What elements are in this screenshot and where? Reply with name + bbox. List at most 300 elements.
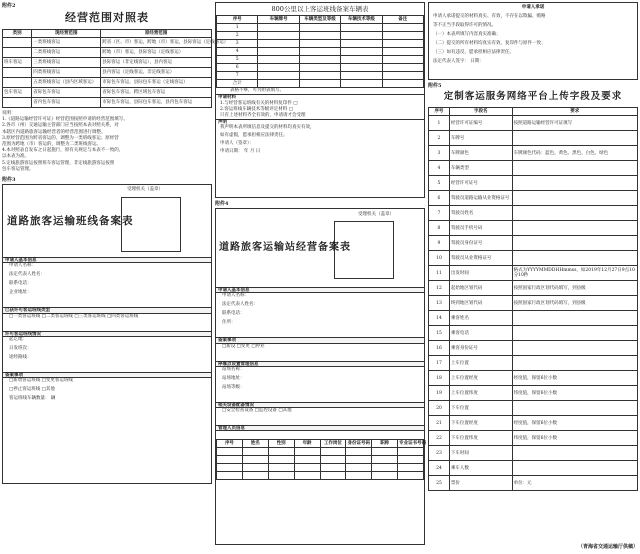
table-row (429, 116, 638, 131)
note-line: 本辖区内道路旅客运输经营者的经营范围进行调整。 (2, 129, 106, 135)
attachment-2-title: 经营范围对照表 (65, 11, 149, 25)
upload-fields-table (428, 107, 638, 491)
table-cell (294, 448, 320, 456)
table-row (429, 311, 638, 326)
table-row (429, 206, 638, 221)
row-number: 16 (429, 341, 450, 356)
row-number: 18 (429, 371, 450, 386)
table-header-cell: 车辆牌号 (258, 16, 299, 24)
table-cell (382, 40, 423, 48)
table-cell (320, 448, 346, 456)
table-cell-old: 跨地（市）客运，县际客运（定线客运） (101, 48, 212, 58)
section-head: 已获许可客运班线类型 (3, 307, 211, 313)
table-row (429, 386, 638, 401)
field-requirement: 按照道路运输经营许可证填写 (512, 116, 637, 131)
row-number: 8 (429, 221, 450, 236)
table-cell (268, 456, 294, 464)
note-line: 3.原经营范围为跨省客运的，调整为一类班线客运；原经营 (2, 135, 119, 141)
table-row (3, 68, 212, 78)
field-name: 上车位置 (449, 356, 512, 371)
table-cell (242, 448, 268, 456)
note-line: 4.本对照表自发布之日起施行，原有关规定与本表不一致的， (2, 148, 124, 154)
section-head: 申请人基本信息 (216, 287, 424, 293)
row-number: 17 (429, 356, 450, 371)
row-number: 3 (217, 40, 258, 48)
table-cell-old: 县际客运（非定线客运），县内客运 (101, 58, 212, 68)
table-row (429, 131, 638, 146)
row-number: 4 (217, 48, 258, 56)
table-header-row (3, 30, 212, 38)
staff-table (216, 439, 427, 480)
source-note: （青海省交通运输厅供稿） (577, 543, 638, 550)
table-cell (341, 72, 382, 80)
table-row (429, 416, 638, 431)
table-cell (398, 456, 424, 464)
table-row (429, 356, 638, 371)
table-cell (268, 472, 294, 480)
table-header-cell: 类别 (3, 30, 32, 38)
row-number: 5 (429, 176, 450, 191)
table-cell-cat (3, 68, 32, 78)
note-line: 以本表为准。 (2, 154, 29, 160)
table-row (429, 446, 638, 461)
field-requirement (512, 461, 637, 476)
table-row (429, 401, 638, 416)
note-line: 5.定线旅游客运按照班车客运管理，非定线旅游客运按照 (2, 160, 115, 166)
row-number: 3 (429, 146, 450, 161)
section-head: 相关设备配备情况 (216, 402, 424, 408)
attachment-3-label: 附件3 (2, 176, 16, 183)
table-row (217, 64, 424, 72)
table-cell (382, 64, 423, 72)
field-requirement (512, 311, 637, 326)
table-row (217, 56, 424, 64)
table-cell (372, 472, 398, 480)
field-name: 经营许可证号 (449, 176, 512, 191)
note-line: 范围为跨地（市）客运的，调整为二类班线客运。 (2, 141, 101, 147)
table-cell (258, 72, 299, 80)
commitment-line: 法定代表人签字： 日期： (433, 59, 484, 64)
field-requirement (512, 221, 637, 236)
section-line: 站场地址： (222, 375, 245, 381)
commitment-line: 申请人承诺 (521, 5, 545, 10)
row-number: 7 (429, 206, 450, 221)
scope-notes (2, 111, 212, 173)
table-cell (299, 64, 340, 72)
attachment-5-label: 附件5 (428, 83, 442, 89)
attachment-4-label: 附件4 (215, 201, 229, 207)
section-head: 许可客运班线情况 (3, 331, 211, 337)
statement-line: 如有虚假，愿承担相应法律责任。 (220, 133, 288, 139)
section-head: 申请人基本信息 (3, 257, 211, 263)
commitment-line: （一）本表所填写内容真实准确； (433, 32, 501, 37)
route-filing-form (2, 184, 212, 484)
attachment-3-title: 道路旅客运输班线备案表 (7, 215, 134, 228)
commitment-line: 申请人承诺提交的材料真实、有效，不存在以欺骗、贿赂 (433, 14, 546, 19)
table-cell (341, 56, 382, 64)
table-cell-old: 市际包车客运，县际包车客运，县内包车客运 (101, 98, 212, 108)
attachment-4-title: 道路旅客运输站经营备案表 (219, 242, 351, 254)
table-cell-old: 跨省（区、市）客运，跨地（市）客运，县际客运（定线客运） (101, 38, 212, 48)
field-name: 下车时间 (449, 446, 512, 461)
commitment-line: （三）如有违反，愿承担相应法律责任。 (433, 50, 514, 55)
row-number: 14 (429, 311, 450, 326)
note-line: 1.《道路运输经营许可证》经营范围按照申请的经营范围填写。 (2, 117, 128, 123)
table-cell (398, 448, 424, 456)
table-cell (299, 24, 340, 32)
table-cell (258, 80, 299, 88)
table-row (429, 431, 638, 446)
table-cell (372, 456, 398, 464)
table-cell (299, 48, 340, 56)
table-cell (382, 72, 423, 80)
material-line: 1.与经营客运班线有关的材料复印件 □ (220, 100, 298, 106)
field-requirement (512, 401, 637, 416)
statement-line: 申请日期： 年 月 日 (220, 149, 261, 155)
table-cell (320, 472, 346, 480)
table-header-cell: 序号 (429, 108, 450, 116)
section-line: □安全检查设备 □监控设备 □其他 (222, 408, 292, 413)
stamp-label: 受理机关（盖章） (358, 212, 394, 218)
field-requirement: 按照国家行政区划代码填写，到县级 (512, 281, 637, 296)
table-cell (258, 40, 299, 48)
table-cell (346, 472, 372, 480)
table-header-cell: 要求 (512, 108, 637, 116)
table-cell (341, 40, 382, 48)
row-number: 2 (429, 131, 450, 146)
table-cell (341, 48, 382, 56)
section-head: 备案事项 (216, 337, 424, 343)
table-cell-cat (3, 48, 32, 58)
field-name: 票价 (449, 476, 512, 491)
section-line: 申请人名称： (222, 293, 249, 299)
field-name: 上车位置经度 (449, 371, 512, 386)
table-row (429, 341, 638, 356)
field-requirement (512, 176, 637, 191)
attachment-5-title: 定制客运服务网络平台上传字段及要求 (443, 91, 623, 103)
table-header-cell: 序号 (217, 16, 258, 24)
material-line: 只有上述材料齐全有效的，申请请才会受理 (220, 112, 306, 118)
table-cell (320, 464, 346, 472)
table-header-row (429, 108, 638, 116)
table-row (429, 191, 638, 206)
commitment-line: 等不正当手段取得许可的情况。 (433, 23, 496, 28)
table-cell-now: 一类班线客运 (32, 38, 101, 48)
row-number: 6 (217, 64, 258, 72)
section-line: 住所： (222, 320, 236, 326)
section-line: 联系电话： (9, 281, 32, 287)
table-row (429, 146, 638, 161)
table-cell (299, 56, 340, 64)
table-cell (299, 72, 340, 80)
table-cell (258, 48, 299, 56)
field-name: 车牌颜色 (449, 146, 512, 161)
table-row (217, 448, 424, 456)
table-row (429, 221, 638, 236)
vehicle-table-title: 800公里以上客运班线备案车辆表 (271, 5, 369, 13)
statement-head: 声明 (216, 119, 424, 125)
table-header-cell: 现经营范围 (32, 30, 101, 38)
table-cell (258, 24, 299, 32)
vehicle-filing-form (215, 2, 425, 198)
materials-head: 申请材料 (216, 94, 424, 100)
table-cell-now: 省内包车客运 (32, 98, 101, 108)
field-requirement: 格式为YYYYMMDDHHmmss，如2019年12月27日9点10分10秒 (512, 266, 637, 281)
section-line: 起讫地： (9, 336, 27, 342)
column-middle (215, 2, 425, 550)
table-row (3, 38, 212, 48)
field-requirement: 按照国家行政区划代码填写，到县级 (512, 296, 637, 311)
field-name: 驾驶员姓名 (449, 206, 512, 221)
field-requirement (512, 326, 637, 341)
table-header-cell: 职称 (372, 440, 398, 448)
table-cell (372, 464, 398, 472)
table-cell-old: 市际包车客运，县际包车客运（定线客运） (101, 78, 212, 88)
field-name: 下车位置 (449, 401, 512, 416)
table-cell (299, 80, 340, 88)
section-line: 申请人名称： (9, 263, 36, 269)
field-name: 乘客电话 (449, 326, 512, 341)
row-number: 24 (429, 461, 450, 476)
row-number: 10 (429, 251, 450, 266)
table-header-cell: 身份证号码 (347, 440, 371, 446)
field-name: 驾驶员道路运输从业资格证号 (449, 191, 512, 206)
table-cell (258, 56, 299, 64)
vehicle-table-note: 表格不够，可另附表填写。 (230, 88, 284, 94)
section-line: 途经路线： (9, 354, 32, 360)
row-number: 22 (429, 431, 450, 446)
row-number: 2 (217, 32, 258, 40)
table-cell (242, 472, 268, 480)
table-header-cell: 专业证书号码 (399, 440, 427, 446)
table-cell (341, 80, 382, 88)
table-cell-now: 二类班线客运 (32, 48, 101, 58)
field-requirement (512, 356, 637, 371)
table-cell (258, 32, 299, 40)
table-row (429, 251, 638, 266)
table-row (429, 281, 638, 296)
field-name: 乘客姓名 (449, 311, 512, 326)
section-line: 法定代表人姓名： (9, 272, 45, 278)
table-row (217, 40, 424, 48)
statement-line: 我声明本表所填信息及提交的材料均真实有效， (220, 125, 315, 131)
table-row (217, 24, 424, 32)
row-number: 23 (429, 446, 450, 461)
section-line: □新增客运班线 □变更客运班线 (9, 377, 73, 383)
field-name: 出发时间 (449, 266, 512, 281)
station-filing-form (215, 208, 425, 545)
table-cell-now: 三类班线客运 (32, 58, 101, 68)
section-head: 备案事项 (3, 372, 211, 378)
table-header-cell: 工作岗位 (320, 440, 346, 448)
table-row (3, 88, 212, 98)
table-cell (398, 472, 424, 480)
table-row (3, 98, 212, 108)
stamp-label: 受理机关（盖章） (127, 187, 163, 193)
table-row (429, 236, 638, 251)
table-cell (382, 80, 423, 88)
table-row (217, 48, 424, 56)
table-cell (294, 464, 320, 472)
table-cell (372, 448, 398, 456)
row-number: 20 (429, 401, 450, 416)
table-row (429, 461, 638, 476)
table-header-cell: 备注 (382, 16, 423, 24)
row-number: 6 (429, 191, 450, 206)
table-cell (382, 56, 423, 64)
table-cell (398, 464, 424, 472)
table-header-cell: 车辆技术等级 (341, 16, 382, 24)
table-cell (217, 464, 243, 472)
table-cell (217, 448, 243, 456)
table-row (3, 78, 212, 88)
table-cell (341, 64, 382, 72)
table-cell (217, 472, 243, 480)
field-name: 起始地区划代码 (449, 281, 512, 296)
section-line: 客运班线车辆数量： 辆 (9, 395, 56, 401)
field-requirement: 车牌颜色代码：蓝色、黄色、黑色、白色、绿色 (512, 146, 637, 161)
row-number: 12 (429, 281, 450, 296)
note-line: 2.各市（州）交通运输主管部门应当按照本表对照关系，对 (2, 123, 119, 129)
section-line: 站场等级： (222, 384, 245, 390)
table-header-row (217, 16, 424, 24)
table-cell-old: 省际包车客运，跨区域包车客运 (101, 88, 212, 98)
table-cell-cat: 包车客运 (3, 88, 32, 98)
table-row (217, 472, 424, 480)
section-head: 管理人员信息 (216, 425, 424, 431)
table-cell (294, 472, 320, 480)
table-cell-now: 四类班线客运 (32, 68, 101, 78)
field-name: 乘车人数 (449, 461, 512, 476)
table-cell (242, 456, 268, 464)
table-row (3, 58, 212, 68)
table-header-cell: 序号 (217, 440, 243, 448)
table-cell-now: 省际包车客运 (32, 88, 101, 98)
row-number: 5 (217, 56, 258, 64)
table-cell (242, 464, 268, 472)
row-number: 13 (429, 296, 450, 311)
row-number: 7 (217, 72, 258, 80)
field-name: 经营许可证编号 (449, 116, 512, 131)
field-name: 终到地区划代码 (449, 296, 512, 311)
field-requirement (512, 236, 637, 251)
table-cell (217, 456, 243, 464)
table-cell-cat (3, 38, 32, 48)
table-cell (320, 456, 346, 464)
table-header-cell: 姓名 (242, 440, 268, 448)
commitment-line: （二）提交的所有材料均真实有效，复印件与原件一致； (433, 41, 546, 46)
table-header-row (217, 440, 424, 448)
table-cell (346, 448, 372, 456)
field-name: 上车位置纬度 (449, 386, 512, 401)
table-cell (382, 48, 423, 56)
table-cell (341, 24, 382, 32)
column-right (428, 2, 638, 550)
table-header-cell: 字段名 (449, 108, 512, 116)
table-row (429, 476, 638, 491)
section-head: 停靠点设置管理信息 (216, 361, 424, 367)
section-line: □新设 □变更 □停业 (222, 343, 265, 349)
field-name: 驾驶员身份证号 (449, 236, 512, 251)
field-name: 下车位置纬度 (449, 431, 512, 446)
field-name: 车辆类型 (449, 161, 512, 176)
field-name: 驾驶员从业资格证号 (449, 251, 512, 266)
field-requirement: 单位：元 (512, 476, 637, 491)
table-cell-old: 县内客运（定线客运，非定线客运） (101, 68, 212, 78)
table-cell (382, 24, 423, 32)
section-line: □停止客运班线 □其他 (9, 386, 55, 392)
field-requirement (512, 206, 637, 221)
section-line: 日发班次： (9, 345, 32, 351)
table-cell (346, 464, 372, 472)
statement-line: 申请人（签章）： (220, 141, 254, 147)
material-line: 2.客运班线车辆技术等级评定材料 □ (220, 106, 293, 112)
section-line: 站场名称： (222, 366, 245, 372)
table-row (429, 266, 638, 281)
row-number: 19 (429, 386, 450, 401)
note-line: 包车客运管理。 (2, 166, 34, 172)
table-row (429, 326, 638, 341)
row-number: 合计 (217, 80, 258, 88)
field-requirement (512, 191, 637, 206)
table-cell (294, 456, 320, 464)
attachment-2-label: 附件2 (2, 3, 16, 9)
table-cell (341, 32, 382, 40)
table-cell (268, 448, 294, 456)
field-requirement: 经度值，保留6位小数 (512, 416, 637, 431)
table-row (429, 296, 638, 311)
note-line: 说明： (2, 111, 16, 116)
field-requirement (512, 341, 637, 356)
section-line: 联系电话： (222, 311, 245, 317)
field-requirement (512, 251, 637, 266)
section-line: 法定代表人姓名： (222, 302, 258, 308)
table-row (429, 176, 638, 191)
applicant-commitment (428, 2, 638, 80)
table-cell (258, 64, 299, 72)
field-requirement (512, 131, 637, 146)
table-cell (382, 32, 423, 40)
vehicle-table (216, 15, 424, 88)
row-number: 21 (429, 416, 450, 431)
table-header-cell: 原经营范围 (101, 30, 212, 38)
table-row (3, 48, 212, 58)
table-cell-cat (3, 78, 32, 88)
table-header-cell: 车辆类型及等级 (299, 16, 340, 24)
section-line: □一类客运班线 □二类客运班线 □三类客运班线 □四类客运班线 (9, 313, 139, 319)
row-number: 25 (429, 476, 450, 491)
table-cell-cat: 班车客运 (3, 58, 32, 68)
row-number: 9 (429, 236, 450, 251)
table-row (217, 32, 424, 40)
field-requirement: 纬度值，保留6位小数 (512, 386, 637, 401)
field-requirement (512, 446, 637, 461)
table-cell (268, 464, 294, 472)
table-row (217, 72, 424, 80)
table-row (217, 80, 424, 88)
field-name: 乘客身份证号 (449, 341, 512, 356)
field-requirement (512, 161, 637, 176)
row-number: 15 (429, 326, 450, 341)
table-cell (299, 32, 340, 40)
table-cell (299, 40, 340, 48)
field-name: 车牌号 (449, 131, 512, 146)
row-number: 1 (429, 116, 450, 131)
row-number: 11 (429, 266, 450, 281)
table-cell-now: 五类班线客运（县内区域客运） (32, 78, 101, 88)
table-row (217, 456, 424, 464)
table-header-cell: 年龄 (294, 440, 320, 448)
